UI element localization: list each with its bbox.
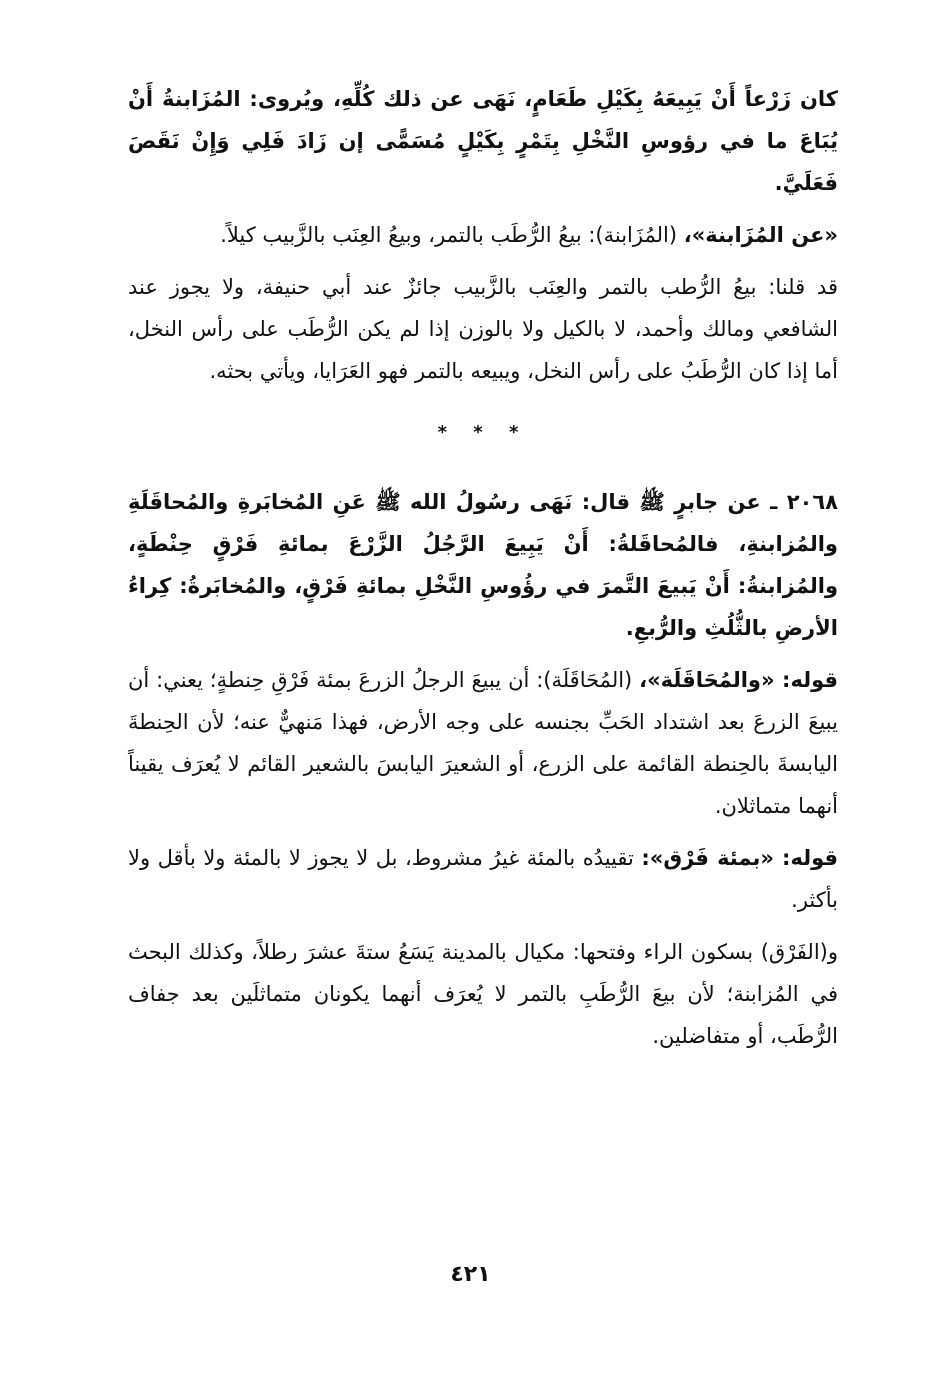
commentary-text: تقييدُه بالمئة غيرُ مشروط، بل لا يجوز لا بالمئة ولا بأقل ولا بأكثر. <box>128 846 838 912</box>
commentary-farq-measure: و(الفَرْق) بسكون الراء وفتحها: مكيال بالمدينة يَسَعُ ستةَ عشرَ رطلاً، وكذلك البحث في المُزابنة؛ لأن بيعَ الرُّطَبِ بالتمر لا يُعرَف أنهما يكونان متماثلَين بعد جفاف الرُّطَب، أو متفاضلين. <box>128 940 838 1048</box>
section-separator: * * * <box>437 422 529 443</box>
commentary-mazabana-definition <box>128 214 838 256</box>
commentary-lead: قوله: «والمُحَاقَلَة»، <box>639 668 838 692</box>
commentary-lead: قوله: «بمئة فَرْق»: <box>641 846 838 870</box>
commentary-hundred-farq <box>128 837 838 921</box>
page-body <box>128 78 838 1057</box>
hadith-2068: ٢٠٦٨ ـ عن جابرٍ ﷺ قال: نَهَى رسُولُ الله ﷺ عَنِ المُخابَرةِ والمُحاقَلَةِ والمُزابنةِ، فالمُحاقَلةُ: أَنْ يَبِيعَ الرَّجُلُ الزَّرْعَ بمائةِ فَرْقٍ حِنْطَةٍ، والمُزابنةُ: أَنْ يَبيعَ التَّمرَ في رؤُوسِ النَّخْلِ بمائةِ فَرْقٍ، والمُخابَرةُ: كِراءُ الأرضِ بالثُّلُثِ والرُّبعِ. <box>128 490 838 640</box>
commentary-ruling: قد قلنا: بيعُ الرُّطب بالتمر والعِنَب بالزَّبيب جائزٌ عند أبي حنيفة، ولا يجوز عند الشافعي ومالك وأحمد، لا بالكيل ولا بالوزن إذا لم يكن الرُّطَب على رأس النخل، أما إذا كان الرُّطَبُ على رأس النخل، ويبيعه بالتمر فهو العَرَايا، ويأتي بحثه. <box>128 275 838 383</box>
commentary-text: (المُزَابنة): بيعُ الرُّطَب بالتمر، وبيعُ العِنَب بالزَّبيب كيلاً. <box>220 223 684 247</box>
commentary-text: (المُحَاقَلَة): أن يبيعَ الرجلُ الزرعَ بمئة فَرْقِ حِنطةٍ؛ يعني: أن يبيعَ الزرعَ بعد اشتداد الحَبِّ بجنسه على وجه الأرض، فهذا مَنهيٌّ عنه؛ لأن الحِنطةَ اليابسةَ بالحِنطة القائمة على الزرع، أو الشعيرَ اليابسَ بالشعير القائم لا يُعرَف يقيناً أنهما متماثلان. <box>128 668 838 818</box>
commentary-lead: «عن المُزَابنة»، <box>683 223 838 247</box>
page-number: ٤٢١ <box>450 1262 491 1287</box>
commentary-muhaqala <box>128 659 838 827</box>
hadith-continuation: كان زَرْعاً أَنْ يَبِيعَهُ بِكَيْلِ طَعَامٍ، نَهَى عن ذلك كُلِّهِ، ويُروى: المُزَابنةُ أَنْ يُبَاعَ ما في رؤوسِ النَّخْلِ بِتَمْرٍ بِكَيْلٍ مُسَمًّى إن زَادَ فَلِي وَإِنْ نَقَصَ فَعَلَيَّ. <box>128 87 838 195</box>
